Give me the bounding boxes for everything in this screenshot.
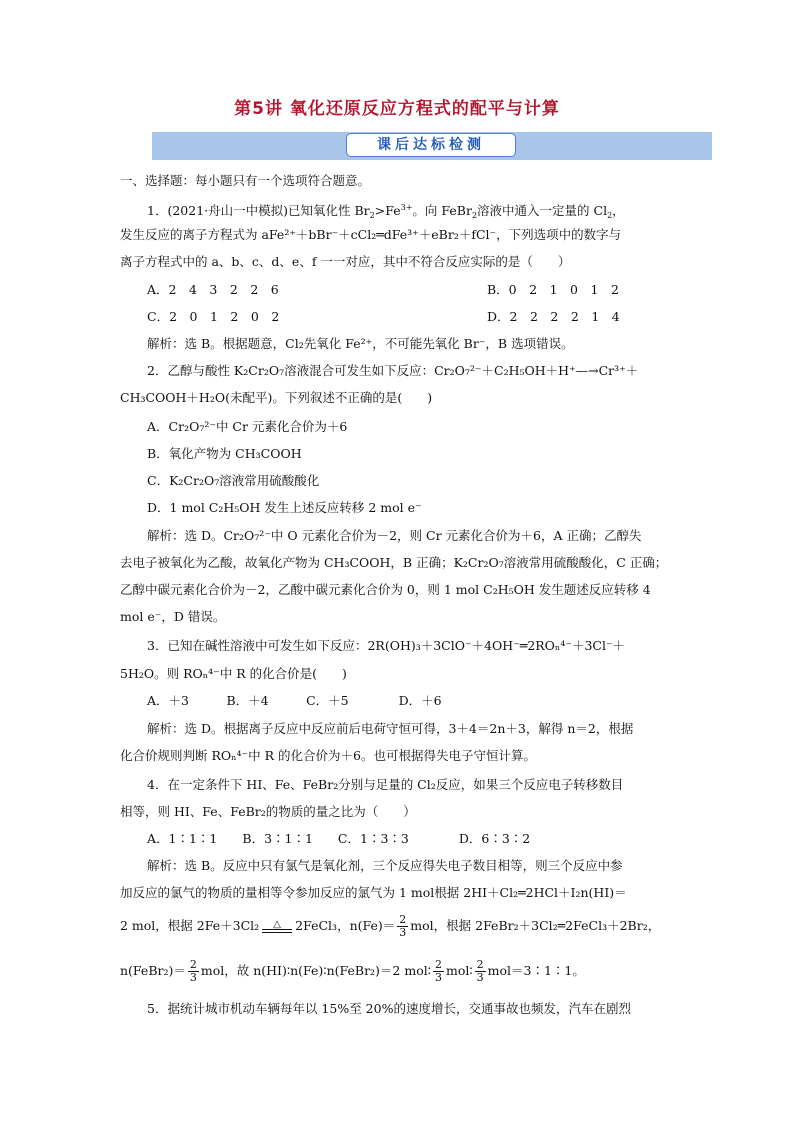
q2-option-a: A．Cr₂O₇²⁻中 Cr 元素化合价为＋6 (147, 419, 348, 434)
q4-stem-line2: 相等，则 HI、Fe、FeBr₂的物质的量之比为（ ） (120, 804, 416, 819)
q4-answer-line3: 2 mol，根据 2Fe＋3Cl₂ △ 2FeCl₃，n(Fe)＝ $\frac{2}{3}$ mol，根据 2FeBr₂＋3Cl₂═2FeCl₃＋2Br₂， (120, 913, 661, 939)
q3-answer-line2: 化合价规则判断 ROₙ⁴⁻中 R 的化合价为＋6。也可根据得失电子守恒计算。 (120, 748, 536, 763)
section-heading: 一、选择题：每小题只有一个选项符合题意。 (120, 173, 371, 188)
fraction-two-thirds: $\frac{2}{3}$ (476, 958, 484, 984)
q3-options: A．＋3 B．＋4 C．＋5 D．＋6 (147, 693, 442, 708)
q4-options: A．1∶1∶1 B．3∶1∶1 C．1∶3∶3 D．6∶3∶2 (147, 831, 531, 846)
q2-answer-line2: 去电子被氧化为乙酸，故氧化产物为 CH₃COOH，B 正确；K₂Cr₂O₇溶液常用硫酸酸化，C 正确； (120, 555, 668, 570)
page-title: 第5讲 氧化还原反应方程式的配平与计算 (234, 99, 560, 119)
q2-option-c: C．K₂Cr₂O₇溶液常用硫酸酸化 (147, 473, 320, 488)
q2-option-d: D．1 mol C₂H₅OH 发生上述反应转移 2 mol e⁻ (147, 500, 422, 515)
q1-stem-line2: 发生反应的离子方程式为 aFe²⁺＋bBr⁻＋cCl₂═dFe³⁺＋eBr₂＋fCl⁻，下列选项中的数字与 (120, 227, 622, 242)
q1-option-a: A．2 4 3 2 2 6 (147, 282, 279, 297)
q3-answer-line1: 解析：选 D。根据离子反应中反应前后电荷守恒可得，3＋4＝2n＋3，解得 n＝2，根据 (147, 721, 634, 736)
q2-answer-line1: 解析：选 D。Cr₂O₇²⁻中 O 元素化合价为－2，则 Cr 元素化合价为＋6，A 正确；乙醇失 (147, 528, 642, 543)
heat-condition-symbol: △ (262, 920, 292, 933)
q3-stem-line2: 5H₂O。则 ROₙ⁴⁻中 R 的化合价是( ) (120, 666, 347, 681)
q4-stem-line1: 4．在一定条件下 HI、Fe、FeBr₂分别与足量的 Cl₂反应，如果三个反应电子转移数目 (147, 777, 624, 792)
q4-answer-line4: n(FeBr₂)＝ $\frac{2}{3}$ mol，故 n(HI)∶n(Fe)∶n(FeBr₂)＝2 mol∶ $\frac{2}{3}$ mol∶ $\frac{2}{3}$ mol＝3∶1∶1。 (120, 958, 585, 984)
q2-option-b: B．氧化产物为 CH₃COOH (147, 446, 302, 461)
q2-stem-line1: 2．乙醇与酸性 K₂Cr₂O₇溶液混合可发生如下反应：Cr₂O₇²⁻＋C₂H₅OH＋H⁺—→Cr³⁺＋ (147, 363, 639, 378)
q1-stem-line1: 1．(2021·舟山一中模拟)已知氧化性 $Br_2>Fe^{3+}$。向 FeBr$_2$溶液中通入一定量的 $Cl_2$， (147, 203, 625, 220)
fraction-two-thirds: $\frac{2}{3}$ (189, 958, 197, 984)
q1-option-b: B．0 2 1 0 1 2 (487, 282, 619, 297)
q1-stem-line3: 离子方程式中的 a、b、c、d、e、f 一一对应，其中不符合反应实际的是（ ） (120, 254, 571, 269)
q3-stem-line1: 3．已知在碱性溶液中可发生如下反应：2R(OH)₃＋3ClO⁻＋4OH⁻═2ROₙ⁴⁻＋3Cl⁻＋ (147, 638, 626, 653)
fraction-two-thirds: $\frac{2}{3}$ (399, 913, 407, 939)
q2-answer-line4: mol e⁻，D 错误。 (120, 609, 226, 624)
section-banner (152, 132, 712, 160)
q2-stem-line2: CH₃COOH＋H₂O(未配平)。下列叙述不正确的是( ) (120, 390, 433, 405)
q4-answer-line2: 加反应的氯气的物质的量相等令参加反应的氯气为 1 mol根据 2HI＋Cl₂═2HCl＋I₂n(HI)＝ (120, 885, 627, 900)
q1-option-c: C．2 0 1 2 0 2 (147, 309, 280, 324)
q4-answer-line1: 解析：选 B。反应中只有氯气是氧化剂，三个反应得失电子数目相等，则三个反应中参 (147, 858, 623, 873)
q5-stem-line1: 5．据统计城市机动车辆每年以 15%至 20%的速度增长，交通事故也频发，汽车在剧烈 (147, 1001, 631, 1016)
banner-label: 课后达标检测 (346, 133, 516, 157)
fraction-two-thirds: $\frac{2}{3}$ (434, 958, 442, 984)
q2-answer-line3: 乙醇中碳元素化合价为－2，乙酸中碳元素化合价为 0，则 1 mol C₂H₅OH 发生题述反应转移 4 (120, 582, 651, 597)
q1-answer: 解析：选 B。根据题意，Cl₂先氧化 Fe²⁺，不可能先氧化 Br⁻，B 选项错误。 (147, 336, 574, 351)
q1-option-d: D．2 2 2 2 1 4 (487, 309, 620, 324)
